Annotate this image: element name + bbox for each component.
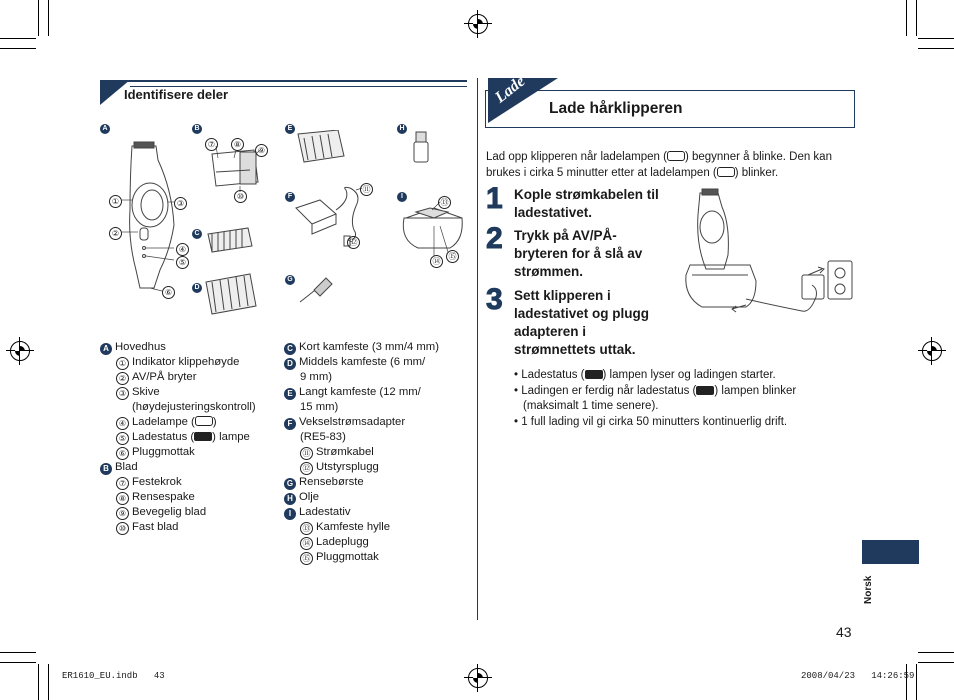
charge-status-icon: [585, 370, 603, 379]
legend-item: (RE5-83): [300, 430, 346, 443]
callout-10: ⑩: [234, 190, 247, 203]
legend-item: ⑫ Utstyrsplugg: [284, 460, 439, 475]
callout-6: ⑥: [162, 286, 175, 299]
legend-group-h: H Olje: [284, 490, 439, 505]
step-text: Trykk på AV/PÅ-bryteren for å slå av strømmen.: [514, 228, 643, 279]
registration-mark-icon: [10, 341, 30, 361]
crop-mark: [0, 38, 36, 39]
language-label: Norsk: [863, 575, 874, 604]
figure-label-i: I: [397, 192, 407, 202]
legend-item: ⑤ Ladestatus ( ) lampe: [100, 430, 256, 445]
parts-legend-column-1: [100, 340, 256, 535]
charging-illustration: [682, 185, 857, 320]
charge-lamp-icon: [195, 416, 213, 426]
section-heading: Identifisere deler: [124, 87, 229, 102]
crop-mark: [918, 48, 954, 49]
registration-mark-icon: [468, 14, 488, 34]
crop-mark: [38, 664, 39, 700]
figure-label-g: G: [285, 275, 295, 285]
step-number: 3: [486, 283, 503, 316]
crop-mark: [916, 664, 917, 700]
legend-group-a: A Hovedhus: [100, 340, 256, 355]
legend-item: ② AV/PÅ bryter: [100, 370, 256, 385]
cleaning-brush-illustration: [300, 278, 332, 302]
legend-group-b: B Blad: [100, 460, 256, 475]
legend-item: 15 mm): [300, 400, 339, 413]
callout-4: ④: [176, 243, 189, 256]
column-divider: [477, 78, 478, 620]
figure-label-a: A: [100, 124, 110, 134]
legend-item: ⑮ Pluggmottak: [284, 550, 439, 565]
callout-1: ①: [109, 195, 122, 208]
callout-12: ⑫: [347, 236, 360, 249]
crop-mark: [918, 662, 954, 663]
legend-item: ⑦ Festekrok: [100, 475, 256, 490]
charge-status-icon: [696, 386, 714, 395]
figure-label-f: F: [285, 192, 295, 202]
crop-mark: [916, 0, 917, 36]
legend-group-g: G Rensebørste: [284, 475, 439, 490]
legend-item: (høydejusteringskontroll): [132, 401, 256, 413]
legend-group-i: I Ladestativ: [284, 505, 439, 520]
short-comb-illustration: [208, 228, 252, 252]
crop-mark: [0, 662, 36, 663]
print-footer-timestamp: 2008/04/23 14:26:59: [801, 671, 915, 681]
callout-8: ⑧: [231, 138, 244, 151]
page-number: 43: [836, 624, 852, 640]
legend-item: ⑭ Ladeplugg: [284, 535, 439, 550]
figure-label-d: D: [192, 283, 202, 293]
crop-mark: [38, 0, 39, 36]
legend-group-d: D Middels kamfeste (6 mm/: [284, 355, 439, 370]
legend-item: ⑧ Rensespake: [100, 490, 256, 505]
legend-item: ③ Skive: [100, 385, 256, 400]
callout-3: ③: [174, 197, 187, 210]
parts-legend-column-2: [284, 340, 439, 565]
legend-item: ⑩ Fast blad: [100, 520, 256, 535]
oil-bottle-illustration: [414, 132, 428, 162]
charging-stand-illustration: [403, 208, 462, 248]
legend-item: ⑨ Bevegelig blad: [100, 505, 256, 520]
clipper-body-illustration: [130, 142, 174, 288]
legend-item: ④ Ladelampe ( ): [100, 415, 256, 430]
crop-mark: [918, 652, 954, 653]
language-tab: [862, 540, 919, 564]
callout-7: ⑦: [205, 138, 218, 151]
registration-mark-icon: [468, 668, 488, 688]
note-item: • Ladestatus ( ) lampen lyser og ladingen starter.: [514, 369, 776, 381]
section-title: Lade hårklipperen: [549, 100, 683, 117]
legend-item: ① Indikator klippehøyde: [100, 355, 256, 370]
figure-label-e: E: [285, 124, 295, 134]
legend-group-e: E Langt kamfeste (12 mm/: [284, 385, 439, 400]
legend-group-f: F Vekselstrømsadapter: [284, 415, 439, 430]
callout-13: ⑬: [438, 196, 451, 209]
crop-mark: [906, 664, 907, 700]
crop-mark: [48, 664, 49, 700]
figure-label-b: B: [192, 124, 202, 134]
intro-paragraph: Lad opp klipperen når ladelampen ( ) begynner å blinke. Den kan brukes i cirka 5 minutter etter at ladelampen ( ) blinker.: [486, 151, 832, 179]
section-tag-label: Lade: [492, 72, 529, 107]
step-text: Sett klipperen i ladestativet og plugg adapteren i strømnettets uttak.: [514, 288, 650, 357]
print-footer-file: ER1610_EU.indb 43: [62, 671, 165, 681]
callout-2: ②: [109, 227, 122, 240]
crop-mark: [906, 0, 907, 36]
figure-label-h: H: [397, 124, 407, 134]
legend-item: ⑪ Strømkabel: [284, 445, 439, 460]
charge-lamp-icon: [717, 167, 735, 177]
medium-comb-illustration: [206, 274, 256, 314]
callout-15: ⑮: [446, 250, 459, 263]
callout-11: ⑪: [360, 183, 373, 196]
callout-14: ⑭: [430, 255, 443, 268]
legend-item: 9 mm): [300, 371, 333, 383]
long-comb-illustration: [298, 130, 344, 162]
legend-group-c: C Kort kamfeste (3 mm/4 mm): [284, 340, 439, 355]
section-rule: [100, 80, 467, 82]
step-number: 1: [486, 182, 503, 215]
charge-status-icon: [194, 432, 212, 441]
note-item: • 1 full lading vil gi cirka 50 minutters kontinuerlig drift.: [514, 415, 788, 428]
crop-mark: [48, 0, 49, 36]
callout-5: ⑤: [176, 256, 189, 269]
note-item: • Ladingen er ferdig når ladestatus ( ) lampen blinker (maksimalt 1 time senere).: [514, 384, 797, 412]
step-number: 2: [486, 222, 503, 255]
crop-mark: [918, 38, 954, 39]
crop-mark: [0, 48, 36, 49]
figure-label-c: C: [192, 229, 202, 239]
crop-mark: [0, 652, 36, 653]
parts-illustration: [100, 130, 470, 330]
callout-9: ⑨: [255, 144, 268, 157]
notes-list: [514, 368, 854, 430]
legend-item: ⑬ Kamfeste hylle: [284, 520, 439, 535]
legend-item: ⑥ Pluggmottak: [100, 445, 256, 460]
charge-lamp-icon: [667, 151, 685, 161]
step-text: Kople strømkabelen til ladestativet.: [514, 187, 659, 220]
registration-mark-icon: [922, 341, 942, 361]
